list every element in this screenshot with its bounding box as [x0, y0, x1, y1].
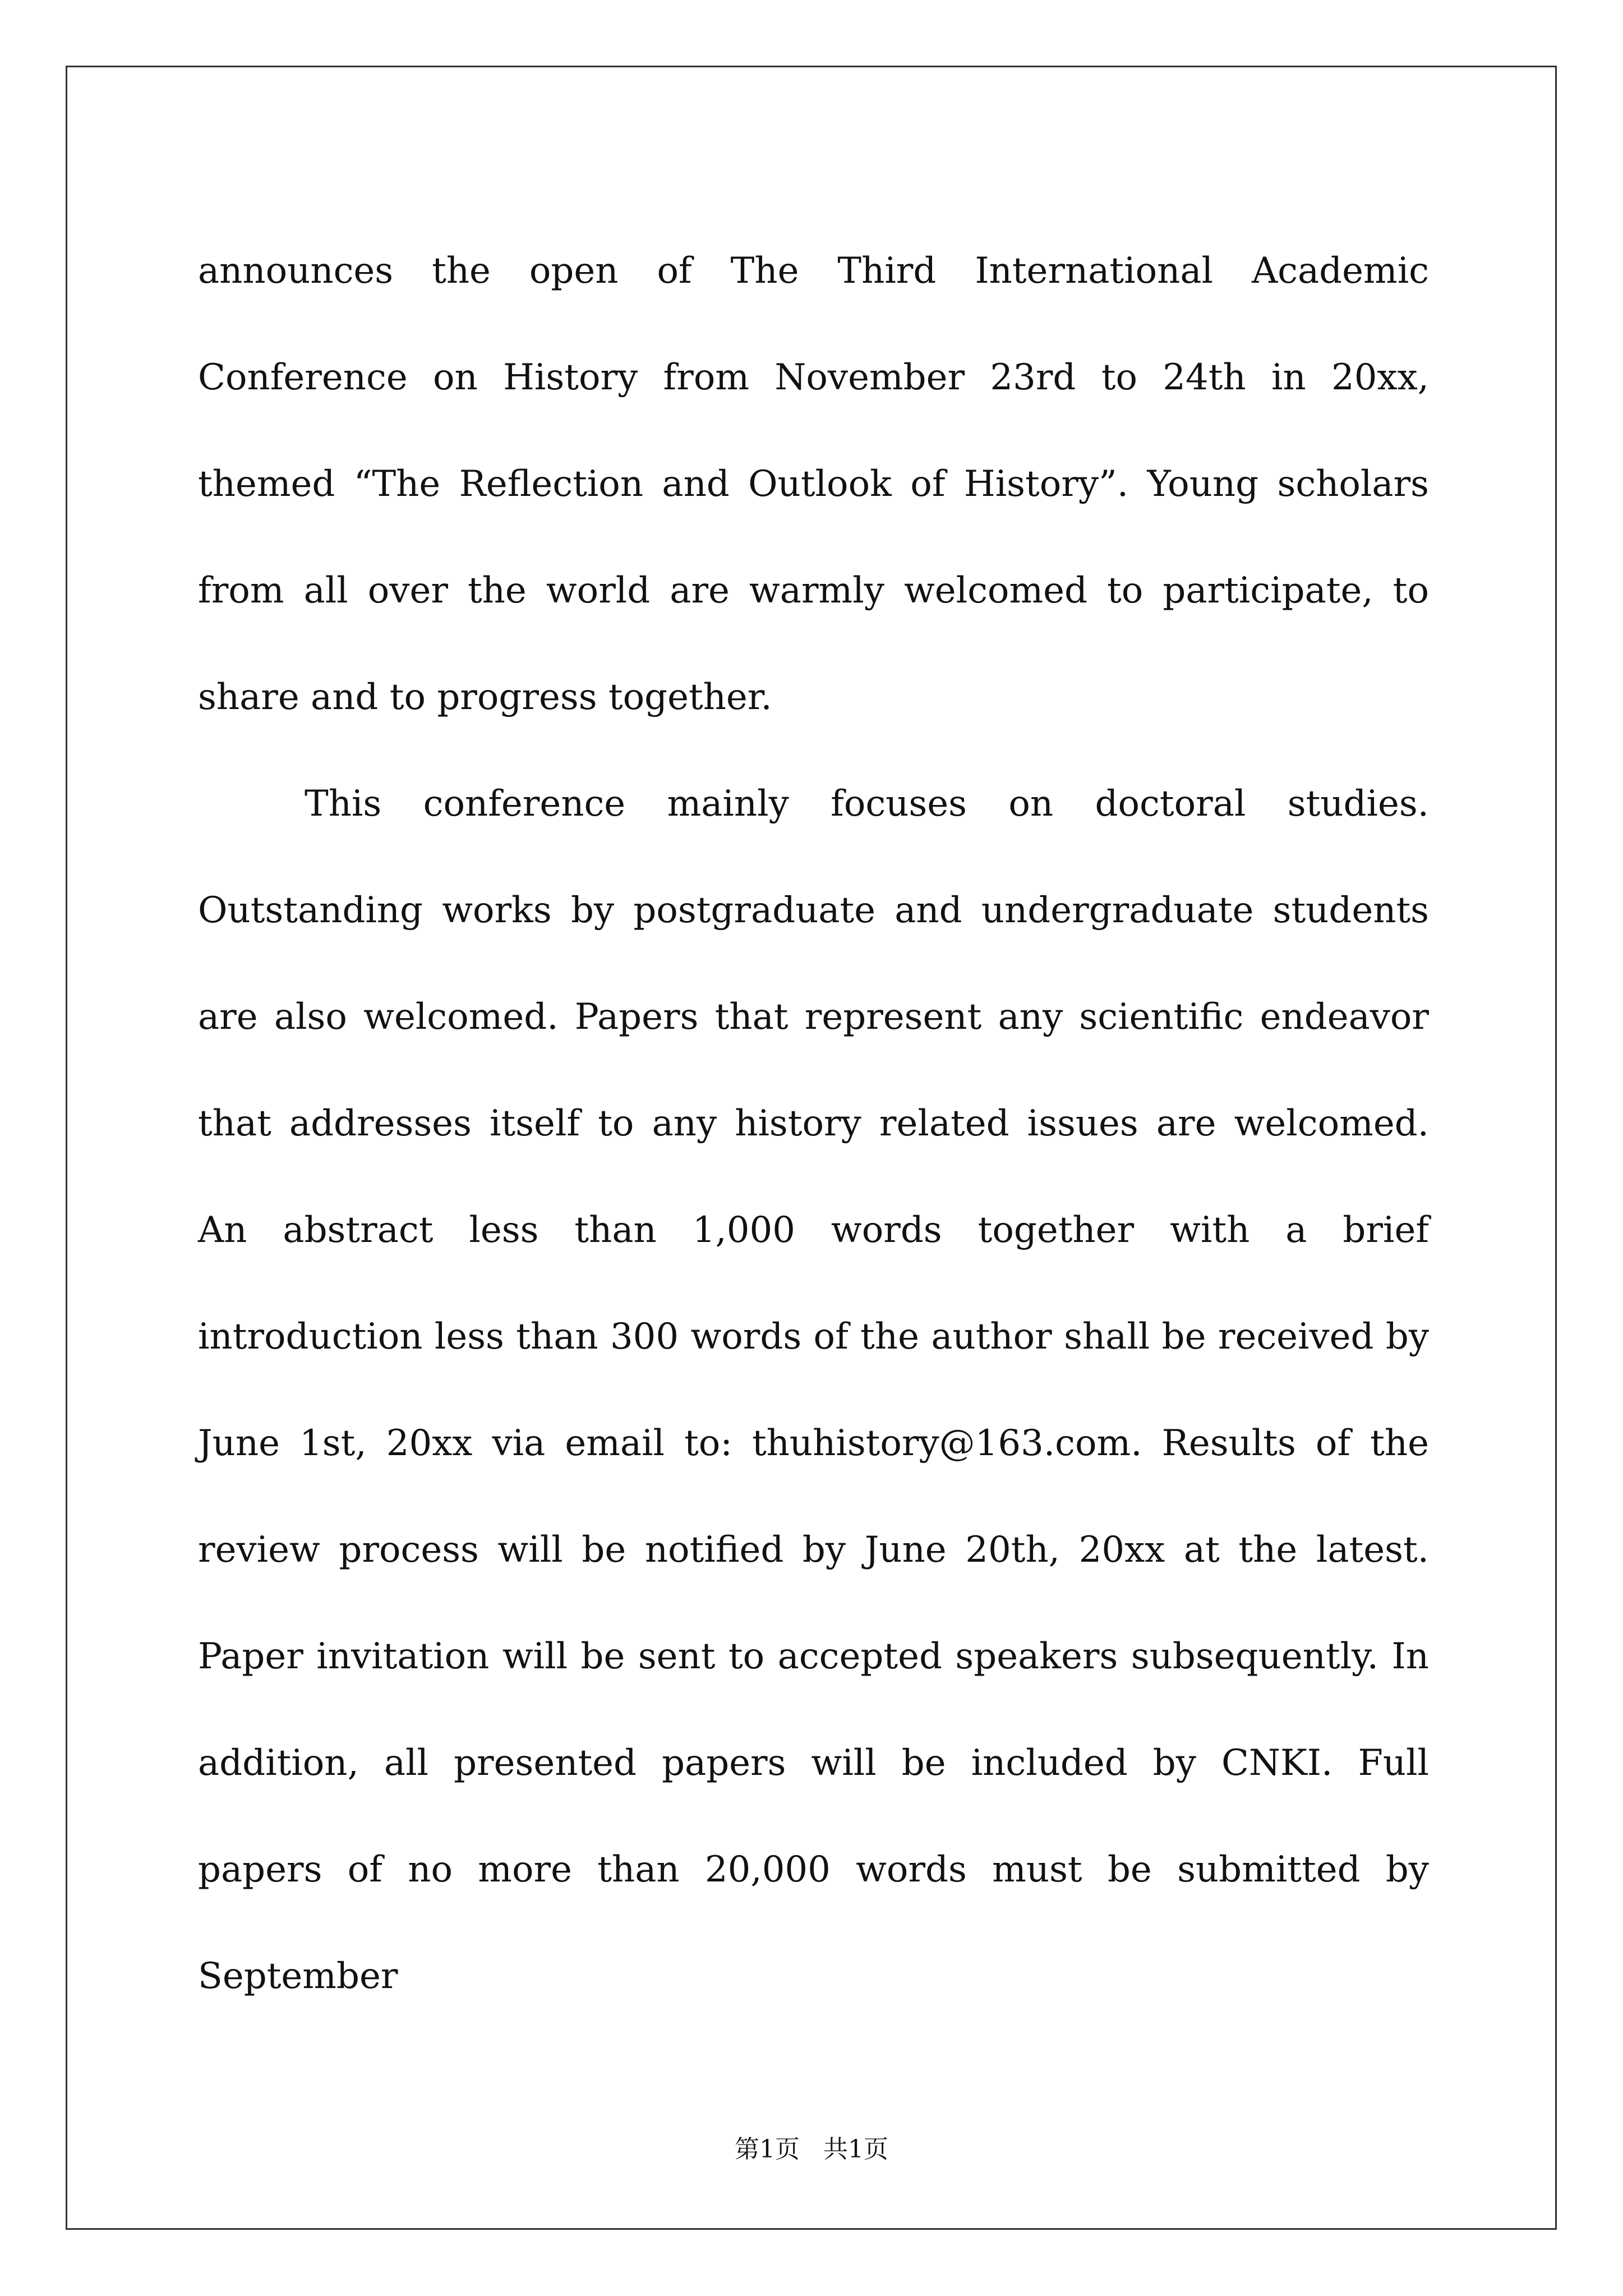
page-total: 共1页 [823, 2135, 888, 2164]
document-body [198, 218, 1429, 2030]
paragraph-intro: announces the open of The Third International Academic Conference on History from November 23rd to 24th in 20xx, themed “The Reflection and Outlook of History”. Young scholars from all over the world are warmly welcomed to participate, to share and to progress together. [198, 250, 1429, 718]
page-footer [0, 2129, 1623, 2165]
paragraph-details: This conference mainly focuses on doctoral studies. Outstanding works by postgraduate and undergraduate students are also welcomed. Papers that represent any scientific endeavor that addresses itself to any history related issues are welcomed. An abstract less than 1,000 words together with a brief introduction less than 300 words of the author shall be received by June 1st, 20xx via email to: thuhistory@163.com. Results of the review process will be notified by June 20th, 20xx at the latest. Paper invitation will be sent to accepted speakers subsequently. In addition, all presented papers will be included by CNKI. Full papers of no more than 20,000 words must be submitted by September [198, 783, 1429, 1997]
page-number: 第1页 [735, 2135, 800, 2164]
